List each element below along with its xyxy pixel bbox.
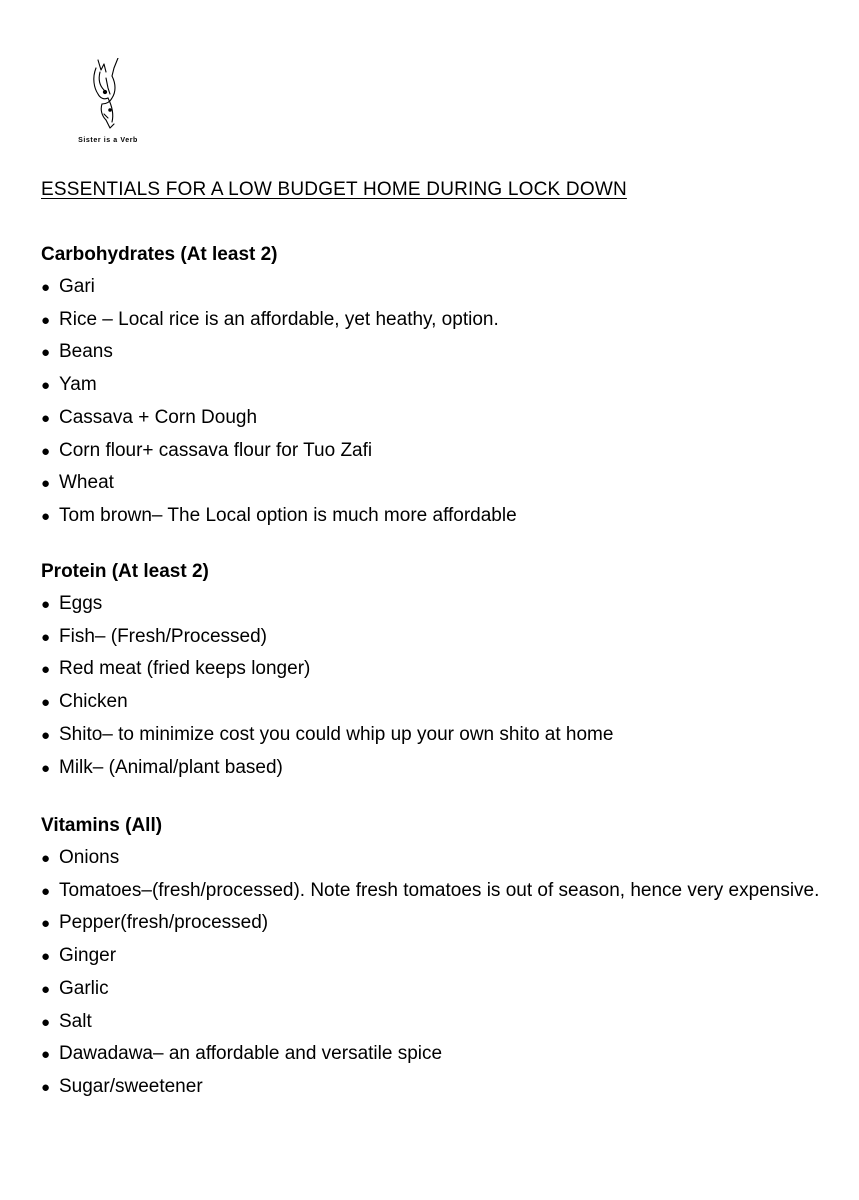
section-protein (41, 556, 831, 784)
bullet: ● (41, 915, 51, 933)
list-item: ● Tomatoes–(fresh/processed). Note fresh tomatoes is out of season, hence very expensive. (41, 875, 831, 908)
bullet: ● (41, 507, 51, 525)
list-item: ● Fish– (Fresh/Processed) (41, 621, 831, 654)
bullet: ● (41, 409, 51, 427)
bullet: ● (41, 628, 51, 646)
brand-logo (68, 58, 148, 150)
list-item: ● Garlic (41, 973, 831, 1006)
bullet: ● (41, 661, 51, 679)
list-item: ● Gari (41, 271, 831, 304)
list-item: ● Shito– to minimize cost you could whip up your own shito at home (41, 719, 831, 752)
list-item: ● Onions (41, 842, 831, 875)
list-item: ● Chicken (41, 686, 831, 719)
list-item: ● Yam (41, 369, 831, 402)
bullet: ● (41, 442, 51, 460)
section-heading: Vitamins (All) (41, 815, 163, 836)
list-item: ● Wheat (41, 467, 831, 500)
bullet: ● (41, 948, 51, 966)
bullet: ● (41, 759, 51, 777)
hands-line-art-icon (88, 58, 128, 136)
bullet: ● (41, 726, 51, 744)
bullet: ● (41, 311, 51, 329)
section-heading: Protein (At least 2) (41, 561, 209, 582)
document-title: ESSENTIALS FOR A LOW BUDGET HOME DURING LOCK DOWN (41, 179, 627, 200)
list-item: ● Tom brown– The Local option is much more affordable (41, 500, 831, 533)
bullet: ● (41, 1046, 51, 1064)
section-heading: Carbohydrates (At least 2) (41, 244, 278, 265)
bullet: ● (41, 980, 51, 998)
section-carbohydrates (41, 239, 831, 533)
bullet: ● (41, 279, 51, 296)
section-vitamins (41, 810, 831, 1104)
logo-text: Sister is a Verb (78, 137, 138, 144)
list-item: ● Salt (41, 1006, 831, 1039)
bullet: ● (41, 694, 51, 712)
list-item: ● Dawadawa– an affordable and versatile spice (41, 1038, 831, 1071)
bullet: ● (41, 850, 51, 867)
list-item: ● Eggs (41, 588, 831, 621)
bullet: ● (41, 596, 51, 613)
list-item: ● Cassava + Corn Dough (41, 402, 831, 435)
list-item: ● Red meat (fried keeps longer) (41, 653, 831, 686)
list-item: ● Beans (41, 336, 831, 369)
bullet: ● (41, 344, 51, 362)
list-item: ● Corn flour+ cassava flour for Tuo Zafi (41, 435, 831, 468)
list-item: ● Pepper(fresh/processed) (41, 907, 831, 940)
bullet: ● (41, 377, 51, 395)
bullet: ● (41, 1013, 51, 1031)
bullet: ● (41, 882, 51, 900)
list-item: ● Milk– (Animal/plant based) (41, 752, 831, 785)
list-item: ● Ginger (41, 940, 831, 973)
bullet: ● (41, 475, 51, 493)
bullet: ● (41, 1078, 51, 1096)
list-item: ● Sugar/sweetener (41, 1071, 831, 1104)
list-item: ● Rice – Local rice is an affordable, yet heathy, option. (41, 304, 831, 337)
